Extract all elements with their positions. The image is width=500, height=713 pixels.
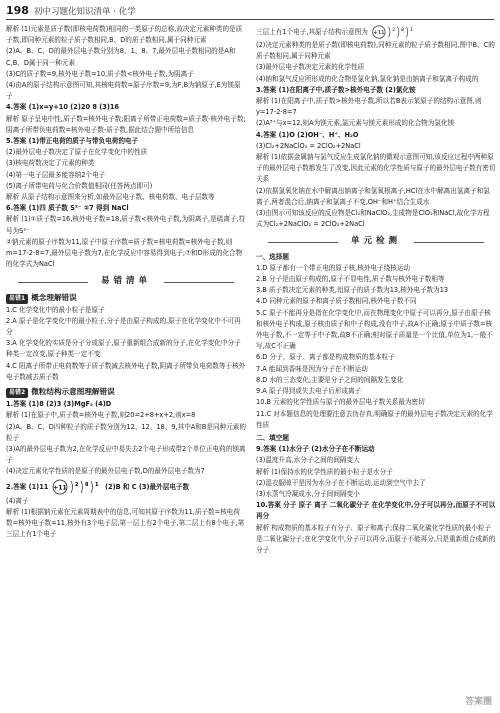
svg-text:8: 8 (401, 28, 404, 34)
choice-answer: 10.B 元素的化学性质与原子的最外层电子数关系最为密切 (256, 398, 425, 407)
choice-answer: 3.B 质子数决定元素的种类,铝原子的质子数为13,核外电子数为13 (256, 286, 449, 295)
answer-paragraph: 解析 从原子结构示意图来分析,如最外层电子数、核电荷数、电子层数等 (6, 193, 215, 202)
section-title-errors: 易错清单 (6, 276, 246, 287)
error-heading-text: 概念理解错误 (31, 292, 77, 302)
answer-paragraph: (5)离子所带电荷与化合价数值相同(任答两点即可) (6, 181, 153, 190)
svg-text:2: 2 (392, 28, 395, 34)
choice-answer: 8.D 水的三态变化,主要是分子之间的间隔发生变化 (256, 375, 404, 384)
page-number: 198 (6, 4, 29, 17)
question-group-heading: 一、选择题 (256, 252, 289, 261)
choice-answer: 7.A 能闻到香味是因为分子在不断运动 (256, 364, 368, 373)
sodium-atom-diagram (370, 24, 418, 40)
answer-line: 3.答案 (1)在阳离子中,质子数>核外电子数 (2)氯化铵 (256, 85, 416, 94)
choice-answer: 6.D 分子、原子、离子都是构成物质的基本粒子 (256, 353, 395, 362)
answer-paragraph: (3)A的最外层电子数为2,在化学反应中易失去2个电子形成带2个单位正电荷的镁离子 (6, 444, 246, 465)
answer-paragraph: (3)最外层电子数决定元素的化学性质 (256, 63, 365, 72)
error-tag: 易错1 (6, 294, 28, 304)
answer-text: 2.答案 (1)11 (6, 482, 49, 491)
answer-text: (2)B 和 C (3)最外层电子数 (104, 482, 190, 491)
answer-paragraph: 解析 (1)根据钠元素在元素周期表中的信息,可知其原子序数为11,质子数=核电荷数=核外电子数=11,核外有3个电子层,第一层上有2个电子,第二层上有8个电子,第三层上有1个电子 (6, 507, 245, 539)
header-rule (6, 19, 494, 20)
choice-answer: 5.C 原子不能再分是指在化学变化中,而在物理变化中原子可以再分,原子由原子核和核外电子构成,原子核由质子和中子构成,没有中子,故A不正确;原子中质子数=核外电子数,不一定等于中子数,故B不正确;相对原子质量是一个比值,单位为1,一般不写,故C不正确 (256, 308, 493, 351)
answer-paragraph: (4)由A的原子结构示意图可知,其核电荷数=原子序数=9,为F,B为钠原子,E为镁原子 (6, 81, 241, 101)
error-item: 2.A 原子是化学变化中的最小粒子,分子是由原子构成的,原子在化学变化中不可再分 (6, 316, 241, 337)
right-column (256, 24, 496, 707)
answer-paragraph: (4)钠和氯气反应所形成的化合物是氯化钠,氯化钠是由钠离子和氯离子构成的 (256, 74, 479, 83)
answer-paragraph: (3)核电荷数决定了元素的种类 (6, 159, 95, 168)
answer-paragraph: 解析 (1)保持水的化学性质的最小粒子是水分子 (256, 467, 393, 476)
answer-paragraph: (3)C的质子数=9,核外电子数=10,质子数<核外电子数,为阴离子 (6, 69, 194, 78)
answer-paragraph: (2)湿衣服晾干是因为水分子在不断运动,运动到空气中去了 (256, 478, 426, 487)
answer-line: 6.答案 (1)四 质子数 S²⁻ ②7 得到 NaCl (6, 204, 129, 213)
answer-line (6, 478, 246, 496)
choice-answer: 4.D 同种元素的原子和离子质子数相同,核外电子数不同 (256, 297, 417, 306)
answer-line: 5.答案 (1)带正电荷的质子与带负电荷的电子 (6, 137, 139, 146)
choice-answer: 2.B 分子是由原子构成的,原子不显电性,质子数与核外电子数相等 (256, 275, 445, 284)
error-heading-1 (6, 292, 246, 304)
error-item: 3.A 化学变化的实质是分子分成原子,原子重新组合成新的分子,在化学变化中分子种类一定改变,原子种类一定不变 (6, 339, 241, 359)
answer-paragraph: 解析 (1)元素是质子数(即核电荷数)相同的一类原子的总称,故决定元素种类的是质子数,即同种元素的粒子质子数相同,B、D的质子数相同,属于同种元素 (6, 25, 243, 45)
question-group-heading: 二、填空题 (256, 433, 289, 442)
answer-paragraph: (4)决定元素化学性质的是原子的最外层电子数,D的最外层电子数为7 (6, 467, 205, 476)
answer-paragraph: (2)A、B、C、D四种粒子的质子数分别为12、12、18、9,其中A和B是同种元素的粒子 (6, 422, 246, 442)
answer-paragraph: (3)Cl₂+2NaClO₂ = 2ClO₂+2NaCl (256, 141, 361, 150)
svg-text:+11: +11 (52, 484, 67, 492)
answer-paragraph: (2)A³⁺与x=12,则A为镁元素,氯元素与镁元素形成的化合物为氯化镁 (256, 119, 455, 128)
watermark: 答案圈 (464, 697, 492, 707)
answer-line: 4.答案 (1)x=y+10 (2)20 8 (3)16 (6, 103, 120, 112)
choice-answer: 11.C 对本题信息的处理要注意去伪存真,明确原子的最外层电子数决定元素的化学性质 (256, 409, 493, 429)
answer-paragraph (256, 24, 496, 40)
answer-paragraph: ②钠元素的原子序数为11,原子中原子序数=质子数=核电荷数=核外电子数,则m=17-2-8=7,最外层电子数为7,在化学反应中容易得到电子;⑦和D形成的化合物的化学式为NaCl (6, 237, 243, 269)
choice-answer: 9.A 原子得到或失去电子后形成离子 (256, 387, 362, 396)
error-heading-2 (6, 386, 246, 398)
answer-line: 10.答案 分子 原子 离子 二氧化碳分子 在化学变化中,分子可以再分,而原子不可以再分 (256, 501, 496, 521)
svg-text:8: 8 (84, 481, 89, 488)
svg-text:+11: +11 (373, 30, 385, 37)
answer-line: 9.答案 (1)水分子 (2)水分子在不断运动 (256, 445, 375, 454)
answer-paragraph: (3)温度升高,水分子之间的间隔变大 (256, 456, 360, 465)
answer-paragraph: (2)依据氢氧化钠在水中解离出钠离子和氢氧根离子,HCl在水中解离出氢离子和氯离子,两者混合后,钠离子和氯离子不变,OH⁻和H⁺结合生成水 (256, 186, 490, 206)
error-heading-text: 微粒结构示意图理解错误 (31, 387, 115, 397)
answer-paragraph: 解析 (1)①质子数=16,核外电子数=18,质子数<核外电子数,为阴离子,是硫离子,符号为S²⁻ (6, 215, 246, 235)
left-column (6, 24, 246, 707)
answer-paragraph: (2)最外层电子数决定了原子在化学变化中的性质 (6, 148, 148, 157)
error-item: 1.C 化学变化中的最小粒子是原子 (6, 305, 105, 314)
answer-paragraph: (3)由图示可知该反应的反应物是Cl₂和NaClO₂,生成物是ClO₂和NaCl,故化学方程式为Cl₂+2NaClO₂ = 2ClO₂+2NaCl (256, 209, 490, 229)
answer-paragraph: (2)决定元素种类的是质子数(即核电荷数),同种元素的粒子质子数相同,图中B、C的质子数相同,属于同种元素 (256, 41, 495, 61)
answer-paragraph: (4)第一电子层最多能容纳2个电子 (6, 170, 106, 179)
answer-paragraph: 解析 (1)依据金属钠与氯气反应生成氯化钠的微观示意图可知,该反应过程中两种原子的最外层电子数都发生了改变,因此元素的化学性质与原子的最外层电子数有密切关系 (256, 153, 496, 184)
section-title-unit-test: 单元检测 (256, 236, 496, 247)
answer-line: 1.答案 (1)8 (2)3 (3)MgF₂ (4)D (6, 400, 112, 409)
choice-answer: 1.D 原子都有一个带正电的原子核,核外电子绕核运动 (256, 263, 411, 272)
sodium-atom-diagram (51, 478, 103, 496)
answer-paragraph: (3)水蒸气冷凝成水,分子间间隔变小 (256, 489, 360, 498)
svg-text:1: 1 (94, 481, 99, 488)
answer-line: 4.答案 (1)O (2)OH⁻、H⁺、H₂O (256, 130, 359, 139)
book-title: 初中习题化知识清单 · 化学 (34, 7, 136, 17)
svg-text:2: 2 (74, 481, 79, 488)
answer-paragraph: 解析 (1)在阳离子中,质子数>核外电子数,所以若B表示某原子的结构示意图,则y=17-2-8=7 (256, 97, 482, 117)
svg-text:1: 1 (409, 28, 413, 34)
answer-paragraph: 解析 (1)在原子中,质子数=核外电子数,则20=2+8+x+2,则x=8 (6, 411, 196, 420)
error-item: 4.C 阳离子所带正电荷数等于质子数减去核外电子数,阴离子所带负电荷数等于核外电子数减去质子数 (6, 361, 246, 381)
answer-paragraph: 解析 构成物质的基本粒子有分子、原子和离子;保持二氧化碳化学性质的最小粒子是二氧化碳分子;在化学变化中,分子可以再分,而原子不能再分,只是重新组合成新的分子 (256, 523, 496, 554)
error-tag: 易错2 (6, 388, 28, 398)
answer-text: 三层上有1个电子,其原子结构示意图为 (256, 28, 368, 36)
answer-paragraph: 解析 原子呈电中性,质子数=核外电子数;阳离子所带正电荷数=质子数-核外电子数;阴离子所带负电荷数=核外电子数-质子数,据此结合题中所给信息 (6, 114, 246, 134)
answer-paragraph: (4)离子 (6, 496, 29, 505)
page-header (0, 0, 500, 22)
answer-paragraph: (2)A、B、C、D的最外层电子数分别为8、1、8、7,最外层电子数相同的是A和C,B、D属于同一种元素 (6, 47, 236, 67)
